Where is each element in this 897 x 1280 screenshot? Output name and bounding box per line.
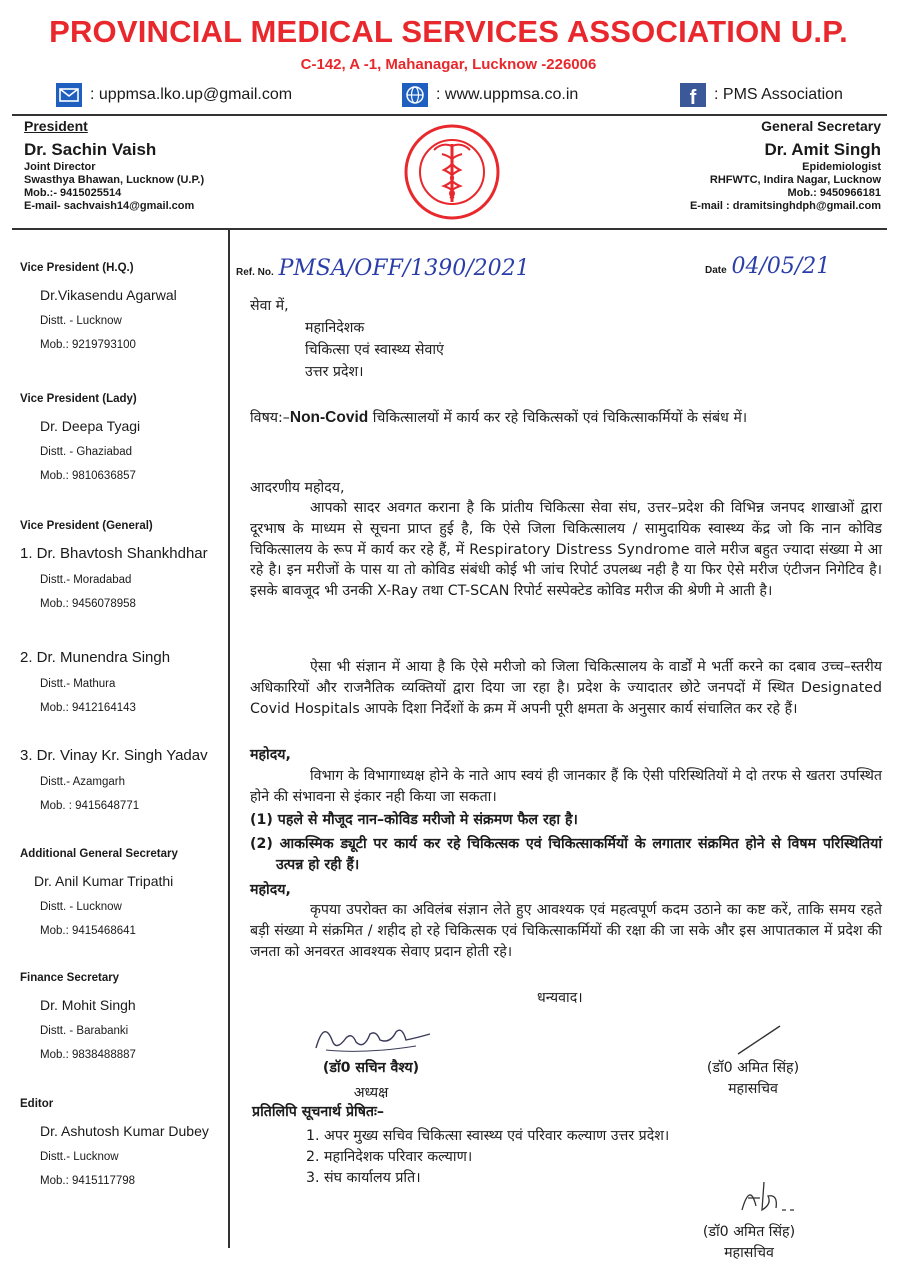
president-block: [24, 120, 284, 213]
secretary-block: [601, 120, 881, 213]
sidebar-role: Additional General Secretary: [20, 848, 178, 860]
paragraph-3: विभाग के विभागाध्यक्ष होने के नाते आप स्वयं ही जानकार हैं कि ऐसी परिस्थितियों मे दो तरफ से खतरा उपस्थित होने की संभावना से इंकार नही किया जा सकता।: [250, 768, 882, 805]
subject-rest: चिकित्सालयों में कार्य कर रहे चिकित्सकों एवं चिकित्साकर्मियों के संबंध में।: [368, 410, 748, 426]
sidebar-name: 2. Dr. Munendra Singh: [20, 649, 171, 666]
secretary-title: General Secretary: [761, 118, 881, 134]
sidebar-mob: Mob.: 9415468641: [40, 925, 136, 937]
secretary-line2: RHFWTC, Indira Nagar, Lucknow: [709, 174, 881, 186]
secretary-signature-2: [738, 1176, 798, 1216]
globe-icon: [402, 83, 428, 107]
sidebar-mob: Mob.: 9838488887: [40, 1049, 136, 1061]
sig1-title: अध्यक्ष: [353, 1085, 389, 1101]
subject-bold: Non-Covid: [289, 409, 369, 426]
website-contact: [402, 82, 578, 108]
sidebar-role: Vice President (General): [20, 520, 153, 532]
sidebar-distt: Distt. - Lucknow: [40, 901, 122, 913]
sidebar-role: Vice President (H.Q.): [20, 262, 134, 274]
sidebar-mob: Mob. : 9415648771: [40, 800, 140, 812]
org-name: PROVINCIAL MEDICAL SERVICES ASSOCIATION U.P.: [49, 14, 848, 49]
president-email: E-mail- sachvaish14@gmail.com: [24, 200, 195, 212]
header-bottom-divider: [12, 228, 887, 230]
sidebar-mob: Mob.: 9810636857: [40, 470, 136, 482]
email-contact: [56, 82, 292, 108]
copy-item-1: 1. अपर मुख्य सचिव चिकित्सा स्वास्थ्य एवं परिवार कल्याण उत्तर प्रदेश।: [306, 1128, 670, 1144]
letter-recipient: [250, 295, 444, 383]
subject-prefix: विषय:–: [250, 410, 290, 426]
paragraph-1: आपको सादर अवगत कराना है कि प्रांतीय चिकित्सा सेवा संघ, उत्तर–प्रदेश की विभिन्न जनपद शाखाओं द्वारा दूरभाष के माध्यम से सूचना प्राप्त हुई है, कि ऐसे जिला चिकित्सालय / सामुदायिक स्वास्थ्य केंद्र जो कि नान कोविड चिकित्सालय के रूप में कार्य कर रहे हैं, में Respiratory Distress Syndrome वाले मरीज बहुत ज्यादा संख्या मे आ रहे है। इन मरीजों के पास या तो कोविड संबंधी कोई भी जांच रिपोर्ट उपलब्ध नही है या फिर ऐसे मरीज एंटीजन निगेटिव है। इसके बावजूद भी उनकी X-Ray तथा CT-SCAN रिपोर्ट सस्पेक्टेड कोविड मरीज की श्रेणी मे आती है।: [250, 500, 882, 600]
sig1-name: (डॉ0 सचिन वैश्य): [322, 1060, 420, 1076]
sidebar-distt: Distt.- Mathura: [40, 678, 116, 690]
sidebar-mob: Mob.: 9219793100: [40, 339, 136, 351]
ref-value: PMSA/OFF/1390/2021: [278, 256, 530, 281]
sidebar-name: Dr. Ashutosh Kumar Dubey: [40, 1123, 209, 1139]
email-icon: [56, 83, 82, 107]
sidebar-entry-7: [20, 972, 220, 1061]
facebook-contact: [680, 82, 843, 108]
date-label: Date: [705, 265, 727, 276]
recipient-line2: महानिदेशक: [305, 320, 365, 336]
president-line2: Swasthya Bhawan, Lucknow (U.P.): [24, 174, 205, 186]
president-name: Dr. Sachin Vaish: [24, 140, 157, 159]
sidebar-distt: Distt.- Moradabad: [40, 574, 132, 586]
sidebar-entry-8: [20, 1098, 220, 1187]
sidebar-role: Vice President (Lady): [20, 393, 137, 405]
ref-label: Ref. No.: [236, 267, 274, 278]
sidebar-mob: Mob.: 9456078958: [40, 598, 136, 610]
sidebar-entry-2: [20, 393, 220, 482]
sidebar-entry-3: [20, 520, 220, 610]
sidebar-name: Dr. Deepa Tyagi: [40, 418, 141, 434]
president-line3: Mob.:- 9415025514: [24, 187, 122, 199]
sig1-block: [306, 1058, 436, 1102]
secretary-signature: [730, 1020, 790, 1060]
sig2-title: महासचिव: [728, 1081, 778, 1097]
point-1: (1) पहले से मौजूद नान–कोविड मरीजो मे संक्रमण फैल रहा है।: [250, 812, 578, 828]
recipient-line1: सेवा में,: [250, 298, 289, 314]
secretary-line1: Epidemiologist: [802, 161, 881, 173]
sidebar-distt: Distt. - Lucknow: [40, 315, 122, 327]
president-title: President: [24, 118, 88, 134]
secretary-line3: Mob.: 9450966181: [787, 187, 881, 199]
recipient-line3: चिकित्सा एवं स्वास्थ्य सेवाएं: [305, 342, 444, 358]
sidebar-role: Editor: [20, 1098, 54, 1110]
date-value: 04/05/21: [731, 254, 831, 279]
sidebar-name: Dr. Anil Kumar Tripathi: [34, 873, 174, 889]
copy-heading: प्रतिलिपि सूचनार्थ प्रेषितः–: [252, 1104, 384, 1120]
sidebar-distt: Distt. - Ghaziabad: [40, 446, 133, 458]
sidebar-role: Finance Secretary: [20, 972, 120, 984]
email-text: : uppmsa.lko.up@gmail.com: [90, 86, 293, 103]
association-logo: [404, 120, 500, 224]
facebook-icon: [680, 83, 706, 107]
ref-number: [236, 256, 530, 281]
sidebar-entry-1: [20, 262, 220, 351]
website-text: : www.uppmsa.co.in: [436, 86, 579, 103]
sidebar-name: Dr. Mohit Singh: [40, 997, 136, 1013]
sidebar-name: 1. Dr. Bhavtosh Shankhdhar: [20, 545, 208, 562]
point-2: (2) आकस्मिक ड्यूटी पर कार्य कर रहे चिकित्सक एवं चिकित्साकर्मियों के लगातार संक्रमित होने से विषम परिस्थितियां उत्पन्न हो रही हैं।: [250, 836, 882, 873]
president-line1: Joint Director: [24, 161, 96, 173]
org-address: C-142, A -1, Mahanagar, Lucknow -226006: [300, 56, 597, 73]
sig3-block: [684, 1222, 814, 1262]
secretary-email: E-mail : dramitsinghdph@gmail.com: [689, 200, 881, 212]
sidebar-distt: Distt.- Lucknow: [40, 1151, 119, 1163]
copy-item-3: 3. संघ कार्यालय प्रति।: [306, 1170, 421, 1186]
copy-list: [306, 1126, 669, 1189]
mahoday-2: महोदय,: [250, 882, 291, 898]
copy-item-2: 2. महानिदेशक परिवार कल्याण।: [306, 1149, 473, 1165]
letter-subject: [250, 408, 882, 429]
sidebar-entry-4: [20, 636, 220, 714]
secretary-name: Dr. Amit Singh: [764, 140, 881, 159]
paragraph-4: कृपया उपरोक्त का अविलंब संज्ञान लेते हुए आवश्यक एवं महत्वपूर्ण कदम उठाने का कष्ट करें, ताकि समय रहते बड़ी संख्या मे संक्रमित / शहीद हो रहे चिकित्सक एवं चिकित्साकर्मियों की रक्षा की जा सके और इस आपातकाल में प्रदेश की जनता को अनवरत आवश्यक सेवाए प्रदान होती रहे।: [250, 902, 882, 960]
sig2-name: (डॉ0 अमित सिंह): [706, 1060, 800, 1076]
sidebar-name: 3. Dr. Vinay Kr. Singh Yadav: [20, 747, 208, 764]
sidebar-name: Dr.Vikasendu Agarwal: [40, 287, 177, 303]
sig3-title: महासचिव: [724, 1245, 774, 1261]
letter-date: [705, 254, 830, 279]
sig2-block: [688, 1058, 818, 1098]
header-divider: [12, 114, 887, 116]
thanks: धन्यवाद।: [537, 990, 583, 1006]
president-signature: [306, 1010, 436, 1060]
svg-text:f: f: [689, 87, 697, 107]
sidebar-distt: Distt. - Barabanki: [40, 1025, 129, 1037]
sidebar-entry-6: [20, 848, 220, 937]
facebook-text: : PMS Association: [714, 86, 843, 103]
sidebar-mob: Mob.: 9415117798: [40, 1175, 136, 1187]
sidebar-distt: Distt.- Azamgarh: [40, 776, 125, 788]
salutation: आदरणीय महोदय,: [250, 480, 345, 496]
mahoday-1: महोदय,: [250, 747, 291, 763]
sig3-name: (डॉ0 अमित सिंह): [702, 1224, 796, 1240]
sidebar-entry-5: [20, 734, 225, 812]
sidebar-divider: [228, 230, 230, 1248]
paragraph-2: ऐसा भी संज्ञान में आया है कि ऐसे मरीजो को जिला चिकित्सालय के वार्डों मे भर्ती करने का दबाव उच्च–स्तरीय अधिकारियों और राजनैतिक व्यक्तियों द्वारा दिया जा रहा है। प्रदेश के ज्यादातर छोटे जनपदों में स्थित Designated Covid Hospitals आपके दिशा निर्देशों के क्रम में अपनी पूरी क्षमता के अनुसार कार्य संचालित कर रहे हैं।: [250, 659, 882, 717]
recipient-line4: उत्तर प्रदेश।: [305, 364, 364, 380]
sidebar-mob: Mob.: 9412164143: [40, 702, 136, 714]
